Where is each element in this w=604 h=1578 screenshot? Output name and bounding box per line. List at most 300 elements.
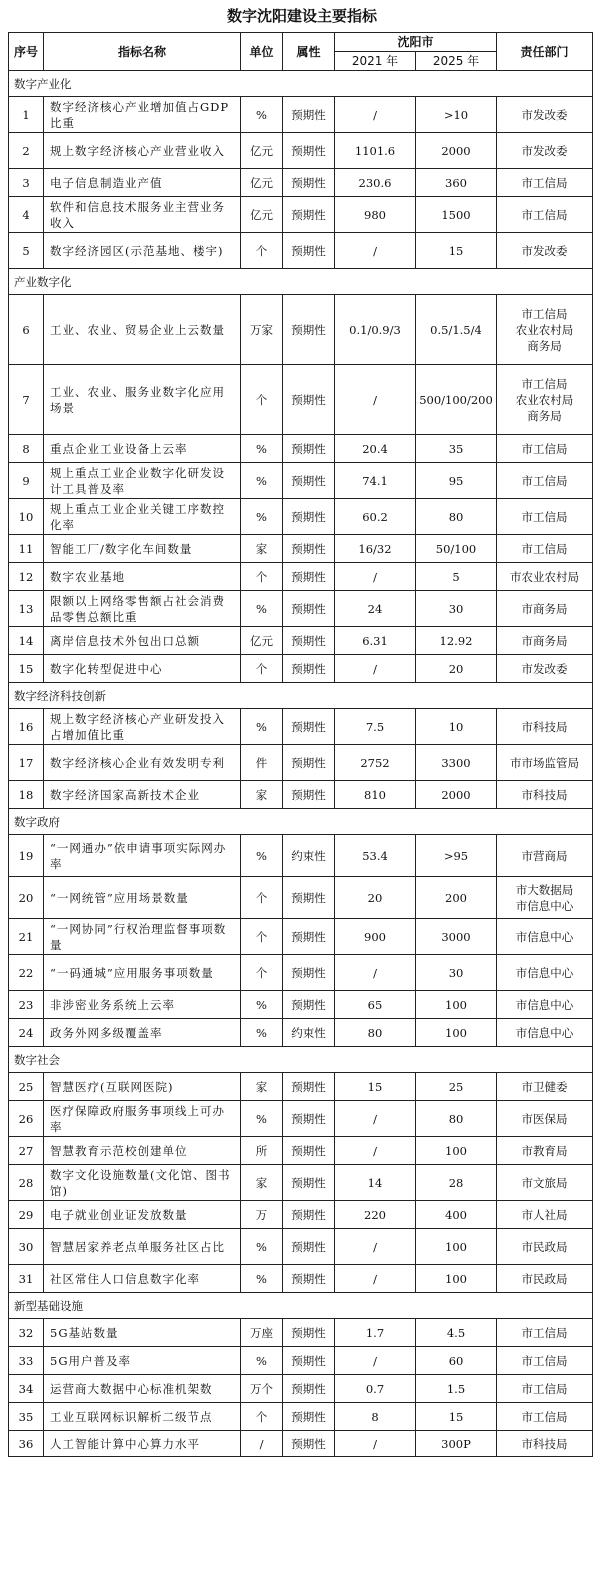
cell-name: 规上数字经济核心产业研发投入占增加值比重 [44, 709, 241, 745]
cell-name: 智慧居家养老点单服务社区占比 [44, 1229, 241, 1265]
cell-attr: 预期性 [283, 655, 335, 683]
cell-attr: 预期性 [283, 709, 335, 745]
cell-unit: 家 [241, 1165, 283, 1201]
cell-attr: 预期性 [283, 233, 335, 269]
cell-2025: 500/100/200 [416, 365, 497, 435]
cell-unit: % [241, 1347, 283, 1375]
cell-unit: % [241, 463, 283, 499]
table-row [9, 591, 593, 627]
cell-seq: 26 [9, 1101, 44, 1137]
section-title: 数字社会 [9, 1047, 593, 1073]
cell-2021: / [335, 365, 416, 435]
cell-dept: 市工信局 农业农村局 商务局 [497, 365, 593, 435]
cell-seq: 10 [9, 499, 44, 535]
cell-unit: 亿元 [241, 197, 283, 233]
cell-2025: 100 [416, 1229, 497, 1265]
cell-attr: 预期性 [283, 877, 335, 919]
cell-unit: % [241, 435, 283, 463]
cell-unit: 个 [241, 877, 283, 919]
cell-2025: 200 [416, 877, 497, 919]
cell-dept: 市营商局 [497, 835, 593, 877]
cell-2021: 7.5 [335, 709, 416, 745]
cell-dept: 市发改委 [497, 133, 593, 169]
cell-2025: 30 [416, 591, 497, 627]
cell-unit: % [241, 591, 283, 627]
cell-unit: 个 [241, 563, 283, 591]
cell-seq: 29 [9, 1201, 44, 1229]
cell-2025: 2000 [416, 133, 497, 169]
cell-attr: 预期性 [283, 991, 335, 1019]
cell-unit: 万家 [241, 295, 283, 365]
cell-name: 政务外网多级覆盖率 [44, 1019, 241, 1047]
cell-dept: 市民政局 [497, 1229, 593, 1265]
cell-attr: 预期性 [283, 97, 335, 133]
cell-2025: 80 [416, 499, 497, 535]
cell-attr: 预期性 [283, 535, 335, 563]
cell-2021: 74.1 [335, 463, 416, 499]
cell-unit: 家 [241, 535, 283, 563]
cell-unit: 所 [241, 1137, 283, 1165]
cell-unit: 个 [241, 365, 283, 435]
table-row [9, 535, 593, 563]
header-attr: 属性 [283, 33, 335, 71]
section-title: 数字产业化 [9, 71, 593, 97]
cell-2025: 30 [416, 955, 497, 991]
table-row [9, 1201, 593, 1229]
cell-attr: 预期性 [283, 1073, 335, 1101]
cell-attr: 预期性 [283, 295, 335, 365]
table-row [9, 1403, 593, 1431]
cell-seq: 13 [9, 591, 44, 627]
cell-2025: 360 [416, 169, 497, 197]
cell-name: 数字经济核心企业有效发明专利 [44, 745, 241, 781]
cell-dept: 市工信局 [497, 169, 593, 197]
cell-2025: 15 [416, 233, 497, 269]
table-row [9, 1137, 593, 1165]
table-row [9, 627, 593, 655]
cell-name: 数字化转型促进中心 [44, 655, 241, 683]
table-row [9, 435, 593, 463]
cell-2021: / [335, 1137, 416, 1165]
cell-dept: 市科技局 [497, 1431, 593, 1457]
cell-2021: 15 [335, 1073, 416, 1101]
table-row [9, 133, 593, 169]
cell-seq: 12 [9, 563, 44, 591]
cell-dept: 市工信局 [497, 535, 593, 563]
cell-2025: 20 [416, 655, 497, 683]
cell-2021: 60.2 [335, 499, 416, 535]
table-row [9, 1019, 593, 1047]
cell-attr: 预期性 [283, 463, 335, 499]
cell-2025: 400 [416, 1201, 497, 1229]
table-row [9, 835, 593, 877]
cell-seq: 6 [9, 295, 44, 365]
cell-name: 电子信息制造业产值 [44, 169, 241, 197]
cell-attr: 预期性 [283, 627, 335, 655]
cell-unit: % [241, 97, 283, 133]
cell-attr: 约束性 [283, 835, 335, 877]
section-row [9, 683, 593, 709]
cell-seq: 16 [9, 709, 44, 745]
cell-attr: 预期性 [283, 365, 335, 435]
section-title: 产业数字化 [9, 269, 593, 295]
table-row [9, 1101, 593, 1137]
cell-name: 智能工厂/数字化车间数量 [44, 535, 241, 563]
cell-2021: / [335, 97, 416, 133]
cell-unit: 万座 [241, 1319, 283, 1347]
cell-attr: 预期性 [283, 1201, 335, 1229]
cell-dept: 市卫健委 [497, 1073, 593, 1101]
cell-unit: % [241, 1265, 283, 1293]
cell-2025: 300P [416, 1431, 497, 1457]
cell-dept: 市发改委 [497, 655, 593, 683]
cell-dept: 市信息中心 [497, 991, 593, 1019]
cell-dept: 市商务局 [497, 627, 593, 655]
cell-name: “一网统管”应用场景数量 [44, 877, 241, 919]
cell-attr: 预期性 [283, 1137, 335, 1165]
cell-name: 数字经济核心产业增加值占GDP比重 [44, 97, 241, 133]
cell-2021: / [335, 1101, 416, 1137]
cell-name: 工业互联网标识解析二级节点 [44, 1403, 241, 1431]
indicator-table [8, 32, 593, 1457]
cell-2025: 5 [416, 563, 497, 591]
cell-unit: % [241, 709, 283, 745]
cell-seq: 32 [9, 1319, 44, 1347]
cell-seq: 23 [9, 991, 44, 1019]
cell-dept: 市工信局 [497, 1347, 593, 1375]
cell-attr: 预期性 [283, 1101, 335, 1137]
cell-attr: 预期性 [283, 1165, 335, 1201]
cell-name: “一网通办”依申请事项实际网办率 [44, 835, 241, 877]
cell-dept: 市工信局 [497, 1403, 593, 1431]
cell-name: “一网协同”行权治理监督事项数量 [44, 919, 241, 955]
cell-2021: / [335, 1431, 416, 1457]
cell-dept: 市农业农村局 [497, 563, 593, 591]
cell-dept: 市工信局 [497, 435, 593, 463]
cell-dept: 市工信局 [497, 499, 593, 535]
cell-attr: 预期性 [283, 197, 335, 233]
cell-attr: 预期性 [283, 955, 335, 991]
cell-name: 规上重点工业企业关键工序数控化率 [44, 499, 241, 535]
cell-name: 数字经济国家高新技术企业 [44, 781, 241, 809]
table-row [9, 499, 593, 535]
cell-name: 运营商大数据中心标准机架数 [44, 1375, 241, 1403]
cell-unit: % [241, 499, 283, 535]
cell-seq: 17 [9, 745, 44, 781]
cell-unit: 家 [241, 781, 283, 809]
cell-seq: 21 [9, 919, 44, 955]
header-2021: 2021 年 [335, 52, 416, 71]
cell-seq: 28 [9, 1165, 44, 1201]
cell-name: 人工智能计算中心算力水平 [44, 1431, 241, 1457]
cell-2021: / [335, 563, 416, 591]
section-row [9, 809, 593, 835]
page-title: 数字沈阳建设主要指标 [226, 7, 377, 25]
cell-attr: 预期性 [283, 1319, 335, 1347]
cell-attr: 预期性 [283, 563, 335, 591]
cell-unit: 家 [241, 1073, 283, 1101]
cell-name: 限额以上网络零售额占社会消费品零售总额比重 [44, 591, 241, 627]
cell-seq: 35 [9, 1403, 44, 1431]
cell-unit: 个 [241, 919, 283, 955]
section-title: 新型基础设施 [9, 1293, 593, 1319]
cell-attr: 预期性 [283, 1375, 335, 1403]
cell-dept: 市信息中心 [497, 1019, 593, 1047]
cell-2025: 95 [416, 463, 497, 499]
cell-2025: 100 [416, 1019, 497, 1047]
cell-seq: 20 [9, 877, 44, 919]
cell-2025: 3300 [416, 745, 497, 781]
cell-2021: 900 [335, 919, 416, 955]
cell-2021: / [335, 1347, 416, 1375]
cell-unit: 亿元 [241, 133, 283, 169]
cell-2021: 53.4 [335, 835, 416, 877]
cell-unit: 个 [241, 955, 283, 991]
cell-2021: 980 [335, 197, 416, 233]
cell-name: 智慧教育示范校创建单位 [44, 1137, 241, 1165]
cell-2025: >95 [416, 835, 497, 877]
cell-2021: 6.31 [335, 627, 416, 655]
table-row [9, 169, 593, 197]
cell-dept: 市市场监管局 [497, 745, 593, 781]
table-row [9, 463, 593, 499]
cell-name: 5G用户普及率 [44, 1347, 241, 1375]
table-row [9, 1347, 593, 1375]
cell-2021: 20 [335, 877, 416, 919]
cell-2021: 80 [335, 1019, 416, 1047]
cell-2021: 1.7 [335, 1319, 416, 1347]
cell-attr: 预期性 [283, 1265, 335, 1293]
cell-seq: 27 [9, 1137, 44, 1165]
cell-dept: 市民政局 [497, 1265, 593, 1293]
cell-dept: 市科技局 [497, 781, 593, 809]
cell-attr: 预期性 [283, 1403, 335, 1431]
cell-2025: 4.5 [416, 1319, 497, 1347]
cell-2025: 100 [416, 1137, 497, 1165]
cell-2021: 0.1/0.9/3 [335, 295, 416, 365]
cell-name: 非涉密业务系统上云率 [44, 991, 241, 1019]
cell-2025: 1500 [416, 197, 497, 233]
cell-name: “一码通城”应用服务事项数量 [44, 955, 241, 991]
cell-2021: 8 [335, 1403, 416, 1431]
cell-seq: 11 [9, 535, 44, 563]
cell-seq: 18 [9, 781, 44, 809]
header-unit: 单位 [241, 33, 283, 71]
cell-name: 离岸信息技术外包出口总额 [44, 627, 241, 655]
cell-attr: 预期性 [283, 1347, 335, 1375]
cell-attr: 预期性 [283, 169, 335, 197]
cell-2025: 25 [416, 1073, 497, 1101]
cell-name: 智慧医疗(互联网医院) [44, 1073, 241, 1101]
cell-2021: / [335, 233, 416, 269]
cell-unit: 亿元 [241, 627, 283, 655]
cell-name: 社区常住人口信息数字化率 [44, 1265, 241, 1293]
section-row [9, 71, 593, 97]
cell-seq: 24 [9, 1019, 44, 1047]
cell-2025: 28 [416, 1165, 497, 1201]
cell-name: 工业、农业、服务业数字化应用场景 [44, 365, 241, 435]
cell-dept: 市信息中心 [497, 955, 593, 991]
cell-dept: 市工信局 [497, 1319, 593, 1347]
cell-2025: 1.5 [416, 1375, 497, 1403]
cell-seq: 33 [9, 1347, 44, 1375]
cell-seq: 19 [9, 835, 44, 877]
cell-2025: 100 [416, 1265, 497, 1293]
cell-name: 5G基站数量 [44, 1319, 241, 1347]
cell-2021: 20.4 [335, 435, 416, 463]
cell-2025: 3000 [416, 919, 497, 955]
cell-2021: 220 [335, 1201, 416, 1229]
cell-unit: % [241, 1101, 283, 1137]
cell-seq: 14 [9, 627, 44, 655]
cell-2025: 60 [416, 1347, 497, 1375]
cell-dept: 市工信局 [497, 197, 593, 233]
cell-seq: 9 [9, 463, 44, 499]
table-row [9, 1165, 593, 1201]
table-row [9, 97, 593, 133]
section-row [9, 269, 593, 295]
table-row [9, 197, 593, 233]
cell-dept: 市发改委 [497, 233, 593, 269]
cell-seq: 1 [9, 97, 44, 133]
table-body [9, 71, 593, 1457]
cell-seq: 34 [9, 1375, 44, 1403]
cell-name: 数字经济园区(示范基地、楼宇) [44, 233, 241, 269]
cell-2025: 100 [416, 991, 497, 1019]
cell-unit: % [241, 1019, 283, 1047]
table-row [9, 365, 593, 435]
cell-name: 规上数字经济核心产业营业收入 [44, 133, 241, 169]
cell-2025: 0.5/1.5/4 [416, 295, 497, 365]
header-seq: 序号 [9, 33, 44, 71]
cell-2021: 0.7 [335, 1375, 416, 1403]
cell-2025: 80 [416, 1101, 497, 1137]
cell-attr: 约束性 [283, 1019, 335, 1047]
cell-dept: 市教育局 [497, 1137, 593, 1165]
cell-2021: 65 [335, 991, 416, 1019]
table-row [9, 295, 593, 365]
section-title: 数字经济科技创新 [9, 683, 593, 709]
table-row [9, 781, 593, 809]
cell-seq: 15 [9, 655, 44, 683]
cell-unit: 万个 [241, 1375, 283, 1403]
cell-unit: % [241, 835, 283, 877]
table-row [9, 1319, 593, 1347]
table-row [9, 955, 593, 991]
table-row [9, 1073, 593, 1101]
cell-2025: 35 [416, 435, 497, 463]
cell-seq: 5 [9, 233, 44, 269]
header-2025: 2025 年 [416, 52, 497, 71]
cell-2021: 14 [335, 1165, 416, 1201]
cell-dept: 市信息中心 [497, 919, 593, 955]
cell-2021: / [335, 1229, 416, 1265]
cell-unit: 万 [241, 1201, 283, 1229]
table-row [9, 655, 593, 683]
table-row [9, 745, 593, 781]
cell-unit: 个 [241, 233, 283, 269]
cell-seq: 2 [9, 133, 44, 169]
cell-attr: 预期性 [283, 919, 335, 955]
cell-2021: 2752 [335, 745, 416, 781]
table-row [9, 563, 593, 591]
header-dept: 责任部门 [497, 33, 593, 71]
cell-dept: 市大数据局 市信息中心 [497, 877, 593, 919]
cell-unit: / [241, 1431, 283, 1457]
cell-2021: 230.6 [335, 169, 416, 197]
cell-seq: 22 [9, 955, 44, 991]
cell-2025: >10 [416, 97, 497, 133]
cell-unit: 亿元 [241, 169, 283, 197]
table-row [9, 1229, 593, 1265]
cell-unit: 个 [241, 1403, 283, 1431]
cell-dept: 市工信局 [497, 463, 593, 499]
table-row [9, 991, 593, 1019]
cell-2021: 24 [335, 591, 416, 627]
header-city: 沈阳市 [335, 33, 497, 52]
cell-name: 医疗保障政府服务事项线上可办率 [44, 1101, 241, 1137]
cell-2021: / [335, 655, 416, 683]
cell-name: 重点企业工业设备上云率 [44, 435, 241, 463]
cell-attr: 预期性 [283, 1431, 335, 1457]
cell-2025: 10 [416, 709, 497, 745]
cell-dept: 市文旅局 [497, 1165, 593, 1201]
cell-2025: 12.92 [416, 627, 497, 655]
cell-unit: 个 [241, 655, 283, 683]
table-row [9, 919, 593, 955]
cell-dept: 市科技局 [497, 709, 593, 745]
cell-dept: 市商务局 [497, 591, 593, 627]
cell-attr: 预期性 [283, 499, 335, 535]
cell-name: 规上重点工业企业数字化研发设计工具普及率 [44, 463, 241, 499]
cell-attr: 预期性 [283, 745, 335, 781]
cell-name: 软件和信息技术服务业主营业务收入 [44, 197, 241, 233]
cell-2021: / [335, 955, 416, 991]
cell-2021: 810 [335, 781, 416, 809]
cell-dept: 市发改委 [497, 97, 593, 133]
section-row [9, 1293, 593, 1319]
cell-seq: 25 [9, 1073, 44, 1101]
cell-2025: 2000 [416, 781, 497, 809]
cell-2021: / [335, 1265, 416, 1293]
table-row [9, 1375, 593, 1403]
table-row [9, 709, 593, 745]
cell-attr: 预期性 [283, 435, 335, 463]
cell-2025: 50/100 [416, 535, 497, 563]
cell-2021: 16/32 [335, 535, 416, 563]
table-row [9, 233, 593, 269]
cell-name: 工业、农业、贸易企业上云数量 [44, 295, 241, 365]
table-row [9, 877, 593, 919]
cell-attr: 预期性 [283, 133, 335, 169]
cell-seq: 30 [9, 1229, 44, 1265]
cell-unit: % [241, 1229, 283, 1265]
cell-2021: 1101.6 [335, 133, 416, 169]
cell-name: 数字文化设施数量(文化馆、图书馆) [44, 1165, 241, 1201]
section-row [9, 1047, 593, 1073]
cell-attr: 预期性 [283, 781, 335, 809]
cell-2025: 15 [416, 1403, 497, 1431]
table-row [9, 1265, 593, 1293]
header-name: 指标名称 [44, 33, 241, 71]
cell-attr: 预期性 [283, 1229, 335, 1265]
cell-seq: 36 [9, 1431, 44, 1457]
cell-dept: 市工信局 [497, 1375, 593, 1403]
cell-seq: 7 [9, 365, 44, 435]
cell-unit: 件 [241, 745, 283, 781]
cell-seq: 8 [9, 435, 44, 463]
cell-dept: 市医保局 [497, 1101, 593, 1137]
